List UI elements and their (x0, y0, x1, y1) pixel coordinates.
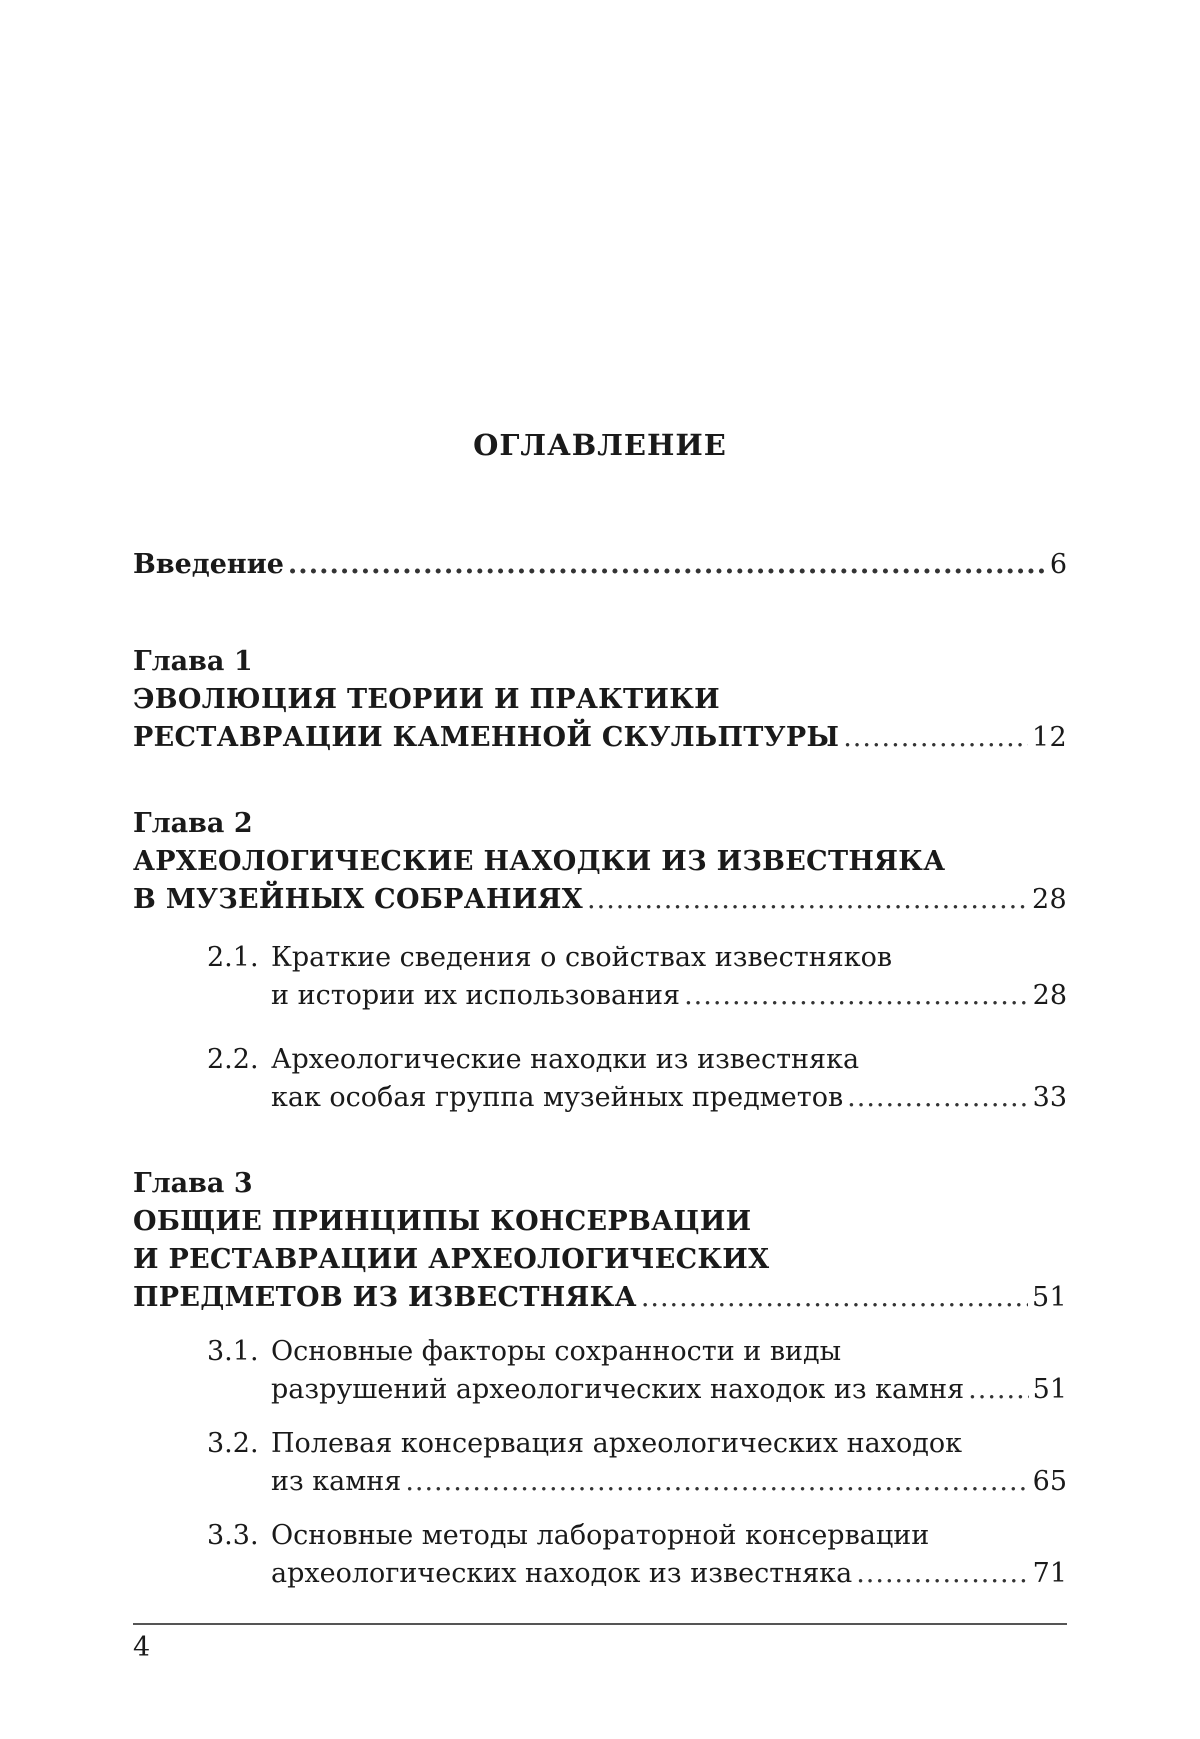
section-title-line: как особая группа музейных предметов (271, 1082, 844, 1113)
chapter-title-line: В МУЗЕЙНЫХ СОБРАНИЯХ (133, 884, 584, 915)
dot-leader (968, 1371, 1028, 1409)
chapter-title-last-line (133, 881, 1067, 919)
section-number: 2.1. (207, 942, 259, 973)
toc-section-3-1 (207, 1333, 1067, 1409)
dot-leader (847, 1079, 1028, 1117)
section-last-line (271, 1079, 1067, 1117)
toc-entry-intro (133, 545, 1067, 585)
toc-section-3-2 (207, 1425, 1067, 1501)
chapter-title-line: ЭВОЛЮЦИЯ ТЕОРИИ И ПРАКТИКИ (133, 684, 720, 715)
footer-rule (133, 1623, 1067, 1625)
chapter-title-last-line (133, 1279, 1067, 1317)
section-title-line: археологических находок из известняка (271, 1558, 853, 1589)
section-last-line (271, 1371, 1067, 1409)
chapter-title-line: ОБЩИЕ ПРИНЦИПЫ КОНСЕРВАЦИИ (133, 1206, 752, 1237)
section-number: 2.2. (207, 1044, 259, 1075)
table-of-contents (133, 545, 1067, 1593)
toc-page-number: 12 (1032, 722, 1067, 753)
toc-page-number: 51 (1032, 1282, 1067, 1313)
section-last-line (271, 1555, 1067, 1593)
toc-entry-label: Введение (133, 549, 284, 580)
section-last-line (271, 1463, 1067, 1501)
toc-page-number: 51 (1032, 1374, 1067, 1405)
dot-leader (587, 881, 1028, 919)
chapter-title-last-line (133, 719, 1067, 757)
dot-leader (856, 1555, 1028, 1593)
section-title-line: Краткие сведения о свойствах известняков (271, 942, 893, 973)
dot-leader (288, 545, 1046, 585)
toc-section-2-1 (207, 939, 1067, 1015)
dot-leader (405, 1463, 1028, 1501)
section-last-line (271, 977, 1067, 1015)
section-number: 3.1. (207, 1336, 259, 1367)
section-title-line: Археологические находки из известняка (271, 1044, 860, 1075)
toc-chapter-1 (133, 643, 1067, 757)
section-title-line: Полевая консервация археологических находок (271, 1428, 962, 1459)
chapter-title-line: РЕСТАВРАЦИИ КАМЕННОЙ СКУЛЬПТУРЫ (133, 722, 840, 753)
chapter-label: Глава 2 (133, 808, 253, 839)
section-title-line: Основные методы лабораторной консервации (271, 1520, 930, 1551)
section-number: 3.2. (207, 1428, 259, 1459)
chapter-title-line: ПРЕДМЕТОВ ИЗ ИЗВЕСТНЯКА (133, 1282, 637, 1313)
toc-chapter-2 (133, 805, 1067, 1117)
dot-leader (641, 1279, 1028, 1317)
chapter-title-line: И РЕСТАВРАЦИИ АРХЕОЛОГИЧЕСКИХ (133, 1244, 770, 1275)
chapter-label: Глава 1 (133, 646, 253, 677)
toc-section-2-2 (207, 1041, 1067, 1117)
toc-page-number: 28 (1032, 980, 1067, 1011)
footer-page-number: 4 (133, 1632, 151, 1663)
dot-leader (684, 977, 1029, 1015)
toc-page-number: 6 (1049, 549, 1067, 580)
section-title-line: из камня (271, 1466, 402, 1497)
toc-page-number: 71 (1032, 1558, 1067, 1589)
toc-chapter-3 (133, 1165, 1067, 1593)
toc-page-number: 28 (1032, 884, 1067, 915)
section-title-line: разрушений археологических находок из камня (271, 1374, 965, 1405)
toc-page-number: 65 (1032, 1466, 1067, 1497)
page-title: ОГЛАВЛЕНИЕ (473, 428, 727, 462)
section-title-line: и истории их использования (271, 980, 681, 1011)
section-title-line: Основные факторы сохранности и виды (271, 1336, 842, 1367)
section-number: 3.3. (207, 1520, 259, 1551)
toc-section-3-3 (207, 1517, 1067, 1593)
dot-leader (843, 719, 1028, 757)
chapter-title-line: АРХЕОЛОГИЧЕСКИЕ НАХОДКИ ИЗ ИЗВЕСТНЯКА (133, 846, 946, 877)
chapter-label: Глава 3 (133, 1168, 253, 1199)
toc-page-number: 33 (1032, 1082, 1067, 1113)
